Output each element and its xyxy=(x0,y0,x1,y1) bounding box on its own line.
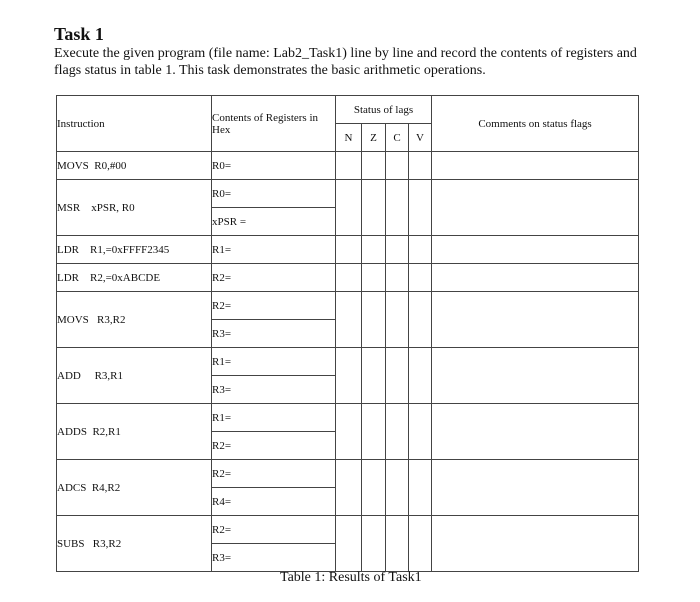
comment-cell xyxy=(432,460,639,516)
flag-c-cell xyxy=(386,236,409,264)
flag-v-cell xyxy=(409,404,432,460)
table-caption: Table 1: Results of Task1 xyxy=(280,570,422,585)
register-cell: xPSR = xyxy=(212,208,336,236)
flag-z-cell xyxy=(362,348,386,404)
flag-c-cell xyxy=(386,292,409,348)
instruction-cell: MSR xPSR, R0 xyxy=(57,180,212,236)
register-cell: R1= xyxy=(212,404,336,432)
register-cell: R1= xyxy=(212,348,336,376)
status-flags-header: Status of lags xyxy=(336,96,432,124)
instruction-cell: ADDS R2,R1 xyxy=(57,404,212,460)
table-row xyxy=(57,152,639,180)
table-row xyxy=(57,348,639,376)
task-title: Task 1 xyxy=(54,24,104,44)
flag-n-cell xyxy=(336,348,362,404)
instruction-cell: ADD R3,R1 xyxy=(57,348,212,404)
table-row xyxy=(57,180,639,208)
instruction-cell: MOVS R3,R2 xyxy=(57,292,212,348)
flag-v-cell xyxy=(409,348,432,404)
flag-n-cell xyxy=(336,180,362,236)
flag-n-cell xyxy=(336,236,362,264)
flag-v-cell xyxy=(409,180,432,236)
results-table xyxy=(56,95,639,572)
task-description: Execute the given program (file name: Lab2_Task1) line by line and record the contents of registers and flags status in table 1. This task demonstrates the basic arithmetic operations. xyxy=(54,46,637,78)
flag-n-cell xyxy=(336,292,362,348)
register-cell: R2= xyxy=(212,516,336,544)
register-cell: R3= xyxy=(212,544,336,572)
flag-v-cell xyxy=(409,236,432,264)
comment-cell xyxy=(432,292,639,348)
flag-n-header: N xyxy=(336,124,362,152)
comment-cell xyxy=(432,236,639,264)
flag-v-cell xyxy=(409,516,432,572)
flag-c-cell xyxy=(386,264,409,292)
register-cell: R4= xyxy=(212,488,336,516)
table-row xyxy=(57,264,639,292)
register-cell: R1= xyxy=(212,236,336,264)
comment-cell xyxy=(432,348,639,404)
flag-z-cell xyxy=(362,152,386,180)
flag-c-cell xyxy=(386,348,409,404)
register-cell: R2= xyxy=(212,264,336,292)
flag-v-cell xyxy=(409,264,432,292)
flag-v-cell xyxy=(409,152,432,180)
flag-n-cell xyxy=(336,404,362,460)
flag-c-header: C xyxy=(386,124,409,152)
register-cell: R2= xyxy=(212,432,336,460)
instruction-cell: SUBS R3,R2 xyxy=(57,516,212,572)
table-row xyxy=(57,516,639,544)
flag-c-cell xyxy=(386,180,409,236)
flag-z-cell xyxy=(362,264,386,292)
comment-cell xyxy=(432,404,639,460)
flag-n-cell xyxy=(336,460,362,516)
flag-z-cell xyxy=(362,404,386,460)
flag-z-cell xyxy=(362,236,386,264)
flag-v-cell xyxy=(409,460,432,516)
table-row xyxy=(57,236,639,264)
flag-z-cell xyxy=(362,460,386,516)
flag-n-cell xyxy=(336,264,362,292)
register-cell: R0= xyxy=(212,152,336,180)
table-row xyxy=(57,404,639,432)
register-cell: R2= xyxy=(212,460,336,488)
instruction-cell: LDR R2,=0xABCDE xyxy=(57,264,212,292)
register-cell: R2= xyxy=(212,292,336,320)
flag-c-cell xyxy=(386,516,409,572)
register-cell: R3= xyxy=(212,376,336,404)
flag-n-cell xyxy=(336,516,362,572)
comment-cell xyxy=(432,152,639,180)
register-cell: R0= xyxy=(212,180,336,208)
table-row xyxy=(57,460,639,488)
contents-header: Contents of Registers in Hex xyxy=(212,96,336,152)
instruction-cell: LDR R1,=0xFFFF2345 xyxy=(57,236,212,264)
flag-z-cell xyxy=(362,292,386,348)
flag-z-cell xyxy=(362,180,386,236)
register-cell: R3= xyxy=(212,320,336,348)
comment-cell xyxy=(432,264,639,292)
comment-cell xyxy=(432,516,639,572)
instruction-cell: MOVS R0,#00 xyxy=(57,152,212,180)
flag-c-cell xyxy=(386,404,409,460)
comments-header: Comments on status flags xyxy=(432,96,639,152)
flag-v-header: V xyxy=(409,124,432,152)
flag-z-header: Z xyxy=(362,124,386,152)
flag-v-cell xyxy=(409,292,432,348)
instruction-header: Instruction xyxy=(57,96,212,152)
table-row xyxy=(57,292,639,320)
flag-c-cell xyxy=(386,152,409,180)
flag-z-cell xyxy=(362,516,386,572)
flag-n-cell xyxy=(336,152,362,180)
instruction-cell: ADCS R4,R2 xyxy=(57,460,212,516)
comment-cell xyxy=(432,180,639,236)
flag-c-cell xyxy=(386,460,409,516)
